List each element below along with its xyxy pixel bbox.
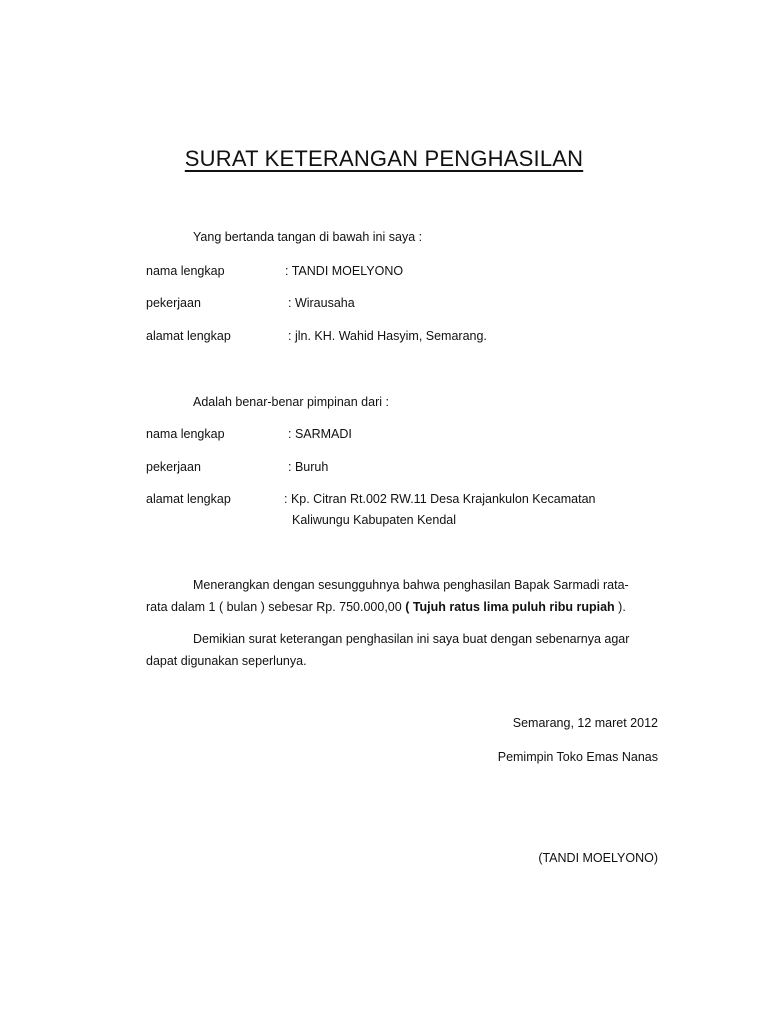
statement-bold-paren: (	[405, 600, 410, 614]
subject-address-value-line2: Kaliwungu Kabupaten Kendal	[292, 513, 457, 527]
signer-signature-name: (TANDI MOELYONO)	[538, 851, 658, 865]
signer-job-value: : Wirausaha	[288, 296, 355, 310]
closing-paragraph: Demikian surat keterangan penghasilan ini saya buat dengan sebenarnya agar dapat digunakan seperlunya.	[146, 632, 630, 668]
subject-name-value: : SARMADI	[288, 427, 352, 441]
signer-name-value: : TANDI MOELYONO	[285, 264, 404, 278]
subject-job-value: : Buruh	[288, 460, 329, 474]
statement-text-b: ).	[614, 600, 626, 614]
subject-address-label: alamat lengkap	[146, 492, 231, 506]
intro2-text: Adalah benar-benar pimpinan dari :	[193, 395, 389, 409]
subject-job-label: pekerjaan	[146, 460, 201, 474]
signer-position: Pemimpin Toko Emas Nanas	[497, 750, 658, 764]
signer-job-label: pekerjaan	[146, 296, 201, 310]
statement-text-a: Menerangkan dengan sesungguhnya bahwa penghasilan Bapak Sarmadi rata-rata dalam 1 ( bulan ) sebesar Rp. 750.000,00	[146, 578, 629, 614]
signer-name-label: nama lengkap	[146, 264, 225, 278]
document-title: SURAT KETERANGAN PENGHASILAN	[184, 146, 584, 171]
statement-paragraph	[146, 574, 641, 618]
signer-address-value: : jln. KH. Wahid Hasyim, Semarang.	[288, 329, 487, 343]
subject-address-value: : Kp. Citran Rt.002 RW.11 Desa Krajankulon Kecamatan	[284, 492, 596, 506]
subject-name-label: nama lengkap	[146, 427, 225, 441]
place-date: Semarang, 12 maret 2012	[512, 716, 658, 730]
signer-address-label: alamat lengkap	[146, 329, 231, 343]
statement-bold-words: Tujuh ratus lima puluh ribu rupiah	[409, 600, 615, 614]
intro-text: Yang bertanda tangan di bawah ini saya :	[193, 230, 423, 244]
